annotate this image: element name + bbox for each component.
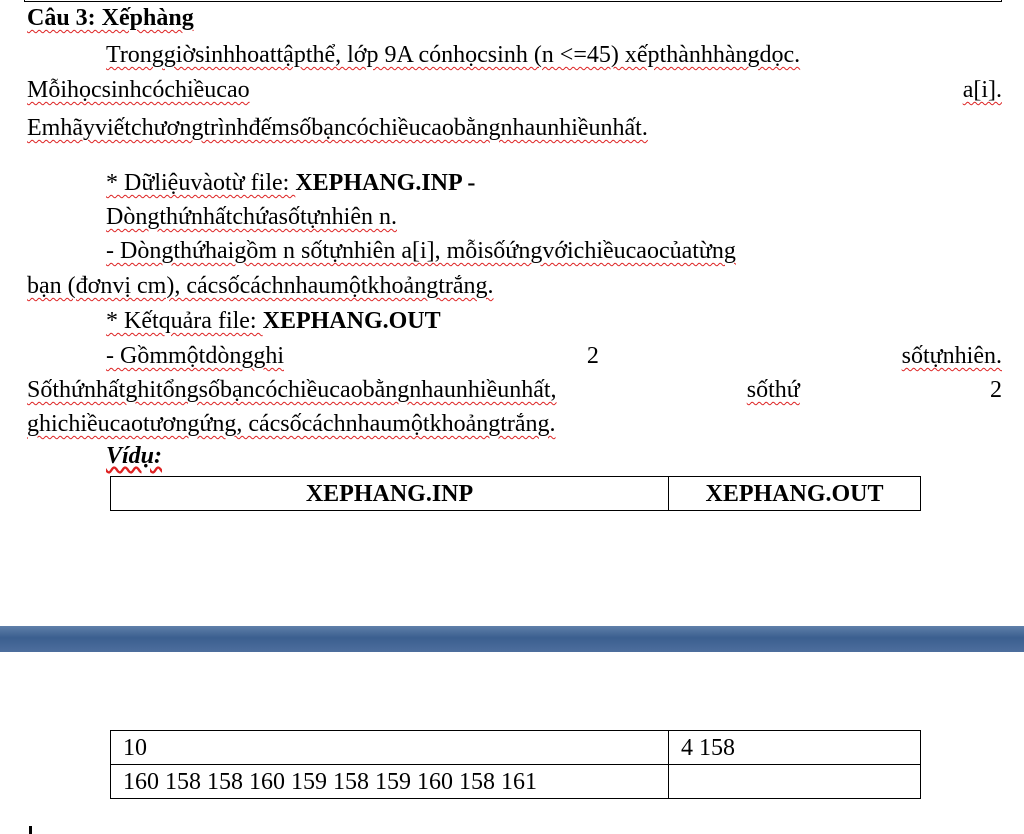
intro-line-1: Tronggiờsinhhoattậpthể, lớp 9A cónhọcsinh (n <=45) xếpthànhhàngdọc. xyxy=(106,42,801,68)
table-cell-input: 160 158 158 160 159 158 159 160 158 161 xyxy=(111,765,669,799)
question-title: Câu 3: Xếphàng xyxy=(27,5,194,31)
output-line-1-part-1: - Gồmmộtdòngghi xyxy=(106,343,284,369)
table-cell-output: 4 158 xyxy=(669,731,921,765)
input-line-3: bạn (đơnvị cm), cácsốcáchnhaumộtkhoảngtrắng. xyxy=(27,273,494,299)
example-table-header xyxy=(110,476,921,511)
output-filename: XEPHANG.OUT xyxy=(262,308,441,334)
intro-line-2-left: Mỗihọcsinhcóchiềucao xyxy=(27,77,250,103)
page-break-bar xyxy=(0,626,1024,652)
input-line-2: - Dòngthứhaigồm n sốtựnhiên a[i], mỗisốứngvớichiềucaocủatừng xyxy=(106,238,736,264)
intro-line-2-right: a[i]. xyxy=(962,77,1002,103)
output-label: * Kếtquảra file: xyxy=(106,308,263,334)
input-section-heading xyxy=(106,169,475,197)
output-line-1-part-2: 2 xyxy=(586,343,599,369)
header-input-file: XEPHANG.INP xyxy=(111,477,669,511)
table-row xyxy=(111,731,921,765)
output-line-1 xyxy=(106,342,1002,370)
input-line-1: Dòngthứnhấtchứasốtựnhiên n. xyxy=(106,204,397,230)
example-label: Vídụ: xyxy=(106,443,163,469)
output-line-2-part-2: sốthứ xyxy=(746,377,800,403)
input-label: * Dữliệuvàotừ file: xyxy=(106,170,296,196)
output-line-2-part-3: 2 xyxy=(990,377,1002,403)
table-row xyxy=(111,765,921,799)
output-line-3: ghichiềucaotươngứng, cácsốcáchnhaumộtkhoảngtrắng. xyxy=(27,411,556,437)
table-cell-output xyxy=(669,765,921,799)
previous-table-border xyxy=(24,0,1002,2)
table-cell-input: 10 xyxy=(111,731,669,765)
output-line-2-part-1: Sốthứnhấtghitổngsốbạncóchiềucaobằngnhaunhiềunhất, xyxy=(27,377,557,403)
text-cursor xyxy=(29,826,32,834)
example-table-body xyxy=(110,730,921,799)
intro-line-2 xyxy=(27,76,1002,104)
output-section-heading xyxy=(106,307,441,335)
output-line-2 xyxy=(27,376,1002,404)
input-filename: XEPHANG.INP - xyxy=(295,170,476,196)
output-line-1-part-3: sốtựnhiên. xyxy=(901,343,1002,369)
header-output-file: XEPHANG.OUT xyxy=(669,477,921,511)
intro-line-3: Emhãyviếtchươngtrìnhđếmsốbạncóchiềucaobằngnhaunhiềunhất. xyxy=(27,115,648,141)
